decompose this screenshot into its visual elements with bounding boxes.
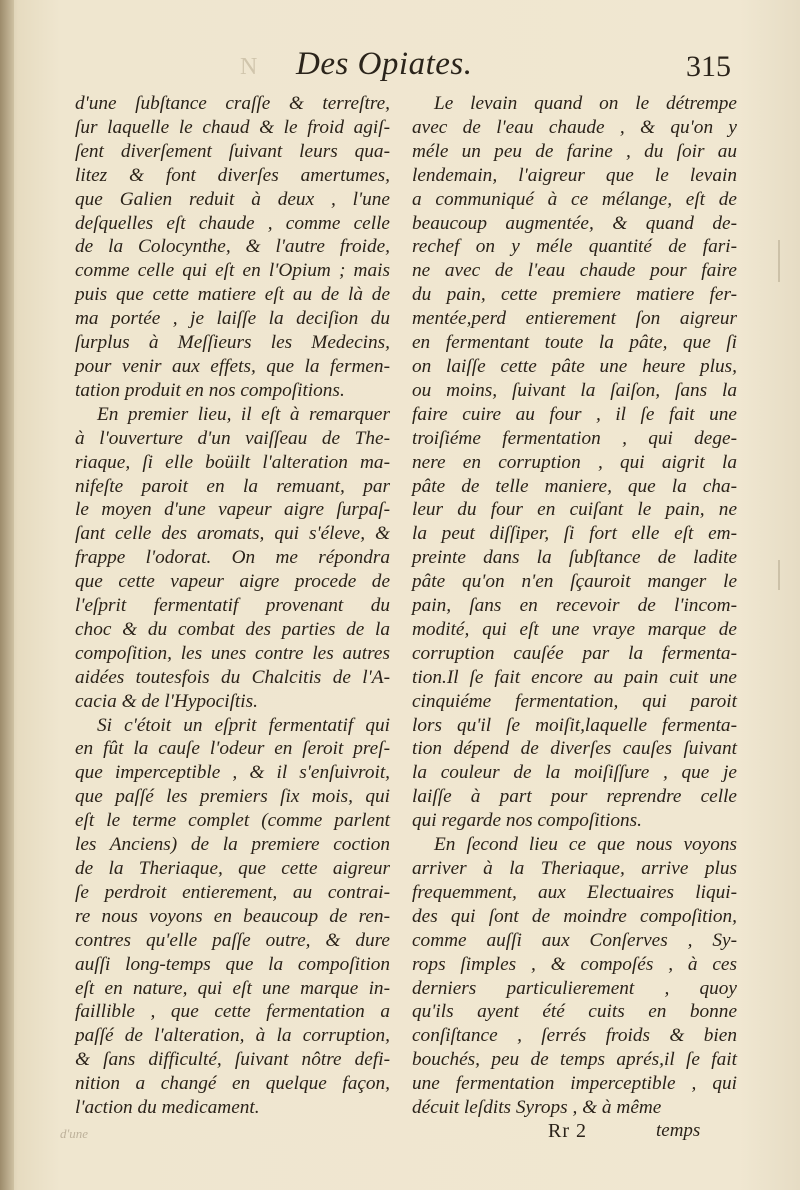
faded-stamp: d'une bbox=[60, 1126, 89, 1141]
text-line: d'une ſubſtance craſſe & terreſtre, bbox=[75, 93, 390, 114]
text-line: bouchés, peu de temps aprés,il ſe fait bbox=[412, 1049, 737, 1071]
text-line: contres qu'elle paſſe outre, & dure bbox=[75, 929, 390, 951]
text-line: Le levain quand on le détrempe bbox=[434, 93, 737, 114]
text-line: mentée,perd entierement ſon aigreur bbox=[412, 308, 737, 330]
margin-mark bbox=[778, 560, 780, 590]
text-line: lors qu'il ſe moiſit,laquelle fermenta- bbox=[412, 714, 737, 736]
text-line: preinte dans la ſubſtance de ladite bbox=[412, 547, 737, 569]
show-through-ghost-text: N bbox=[240, 54, 258, 80]
text-line: ſur laquelle le chaud & le froid agiſ- bbox=[75, 116, 390, 138]
text-line: le moyen d'une vapeur aigre ſurpaſ- bbox=[75, 499, 390, 521]
text-line: des qui ſont de moindre compoſition, bbox=[412, 905, 737, 927]
text-line: frappe l'odorat. On me répondra bbox=[75, 547, 390, 569]
text-line: rechef on y méle quantité de fari- bbox=[412, 236, 737, 258]
text-line: les Anciens) de la premiere coction bbox=[75, 834, 390, 856]
text-line: puis que cette matiere eſt au de là de bbox=[75, 284, 390, 306]
text-line: tion dépend de diverſes cauſes ſuivant bbox=[412, 738, 737, 760]
text-line: riaque, ſi elle boüilt l'alteration ma- bbox=[75, 451, 390, 473]
right-text-column bbox=[412, 92, 737, 1120]
text-line: en fermentant toute la pâte, que ſi bbox=[412, 332, 737, 354]
text-line: a communiqué à ce mélange, eſt de bbox=[412, 188, 737, 210]
text-line: re nous voyons en beaucoup de ren- bbox=[75, 905, 390, 927]
text-line: que paſſé les premiers ſix mois, qui bbox=[75, 786, 390, 808]
text-line: ma portée , je laiſſe la deciſion du bbox=[75, 308, 390, 330]
text-line: l'eſprit fermentatif provenant du bbox=[75, 595, 390, 617]
page-gutter-shadow bbox=[0, 0, 14, 1190]
text-line: l'action du medicament. bbox=[75, 1097, 260, 1119]
text-line: eſt en nature, qui eſt une marque in- bbox=[75, 977, 390, 999]
page-title: Des Opiates. bbox=[296, 46, 473, 82]
text-line: ſurplus à Meſſieurs les Medecins, bbox=[75, 332, 390, 354]
text-line: & ſans difficulté, ſuivant nôtre defi- bbox=[75, 1049, 390, 1071]
text-line: rops ſimples , & compoſés , à ces bbox=[412, 953, 737, 975]
text-line: que Galien reduit à deux , l'une bbox=[75, 188, 390, 210]
text-line: pâte de telle maniere, que la cha- bbox=[412, 475, 737, 497]
text-line: nition a changé en quelque façon, bbox=[75, 1073, 390, 1095]
text-line: que cette vapeur aigre procede de bbox=[75, 571, 390, 593]
text-line: pâte qu'on n'en ſçauroit manger le bbox=[412, 571, 737, 593]
text-line: ſe perdroit entierement, au contrai- bbox=[75, 881, 390, 903]
text-line: ſant celle des aromats, qui s'éleve, & bbox=[75, 523, 390, 545]
text-line: laiſſe à part pour reprendre celle bbox=[412, 786, 737, 808]
text-line: décuit leſdits Syrops , & à même bbox=[412, 1097, 662, 1119]
text-line: une fermentation imperceptible , qui bbox=[412, 1073, 737, 1095]
text-line: conſiſtance , ſerrés froids & bien bbox=[412, 1025, 737, 1047]
text-line: du pain, cette premiere matiere fer- bbox=[412, 284, 737, 306]
text-line: eſt le terme complet (comme parlent bbox=[75, 810, 390, 832]
text-line: avec de l'eau chaude , & qu'on y bbox=[412, 116, 737, 138]
margin-mark bbox=[778, 240, 780, 282]
text-line: compoſition, les unes contre les autres bbox=[75, 642, 390, 664]
text-line: nifeſte paroit en la remuant, par bbox=[75, 475, 390, 497]
text-line: la couleur de la moiſiſſure , que je bbox=[412, 762, 737, 784]
text-line: comme auſſi aux Conſerves , Sy- bbox=[412, 929, 737, 951]
text-line: modité, qui eſt une vraye marque de bbox=[412, 618, 737, 640]
text-line: on laiſſe cette pâte une heure plus, bbox=[412, 355, 737, 377]
text-line: deſquelles eſt chaude , comme celle bbox=[75, 212, 390, 234]
text-line: lendemain, l'aigreur que le levain bbox=[412, 164, 737, 186]
text-line: corruption cauſée par la fermenta- bbox=[412, 642, 737, 664]
text-line: beaucoup augmentée, & quand de- bbox=[412, 212, 737, 234]
text-line: choc & du combat des parties de la bbox=[75, 618, 390, 640]
text-line: Si c'étoit un eſprit fermentatif qui bbox=[97, 714, 390, 736]
text-line: troiſiéme fermentation , qui dege- bbox=[412, 427, 737, 449]
text-line: derniers particulierement , quoy bbox=[412, 977, 737, 999]
text-line: qu'ils ayent été cuits en bonne bbox=[412, 1001, 737, 1023]
text-line: paſſé de l'alteration, à la corruption, bbox=[75, 1025, 390, 1047]
running-head bbox=[0, 44, 800, 88]
catchword: temps bbox=[656, 1120, 701, 1141]
text-line: de la Theriaque, que cette aigreur bbox=[75, 858, 390, 879]
text-line: méle un peu de farine , du ſoir au bbox=[412, 140, 737, 162]
text-line: que imperceptible , & il s'enſuivroit, bbox=[75, 762, 390, 784]
signature-mark: Rr 2 bbox=[548, 1120, 587, 1142]
text-line: ſent diverſement ſuivant leurs qua- bbox=[75, 140, 390, 162]
text-line: litez & font diverſes amertumes, bbox=[75, 164, 390, 186]
text-line: arriver à la Theriaque, arrive plus bbox=[412, 858, 737, 879]
text-line: en fût la cauſe l'odeur en ſeroit preſ- bbox=[75, 738, 390, 760]
text-line: ou moins, ſuivant la ſaiſon, ſans la bbox=[412, 379, 737, 401]
text-line: cinquiéme fermentation, qui paroit bbox=[412, 690, 737, 712]
text-line: leur du four en cuiſant le pain, ne bbox=[412, 499, 737, 521]
text-line: à l'ouverture d'un vaiſſeau de The- bbox=[75, 427, 390, 449]
text-line: comme celle qui eſt en l'Opium ; mais bbox=[75, 260, 390, 282]
text-line: frequemment, aux Electuaires liqui- bbox=[412, 881, 737, 903]
text-line: pour venir aux effets, que la fermen- bbox=[75, 355, 390, 377]
text-line: tion.Il ſe fait encore au pain cuit une bbox=[412, 666, 737, 688]
text-line: aidées toutesfois du Chalcitis de l'A- bbox=[75, 666, 390, 688]
text-line: En ſecond lieu ce que nous voyons bbox=[434, 834, 737, 856]
page-footer bbox=[0, 1120, 800, 1150]
text-line: pain, ſans en recevoir de l'incom- bbox=[412, 595, 737, 617]
text-line: ne avec de l'eau chaude pour faire bbox=[412, 260, 737, 282]
page-number: 315 bbox=[686, 50, 731, 83]
left-text-column bbox=[75, 92, 390, 1120]
text-line: auſſi long-temps que la compoſition bbox=[75, 953, 390, 975]
text-line: faillible , que cette fermentation a bbox=[75, 1001, 390, 1023]
text-line: de la Colocynthe, & l'autre froide, bbox=[75, 236, 390, 258]
text-line: nere en corruption , qui aigrit la bbox=[412, 451, 737, 473]
text-line: cacia & de l'Hypociſtis. bbox=[75, 690, 258, 712]
text-line: la peut diſſiper, ſi fort elle eſt em- bbox=[412, 523, 737, 545]
text-line: faire cuire au four , il ſe fait une bbox=[412, 403, 737, 425]
text-line: qui regarde nos compoſitions. bbox=[412, 810, 642, 832]
text-line: tation produit en nos compoſitions. bbox=[75, 379, 345, 401]
text-line: En premier lieu, il eſt à remarquer bbox=[97, 403, 390, 425]
